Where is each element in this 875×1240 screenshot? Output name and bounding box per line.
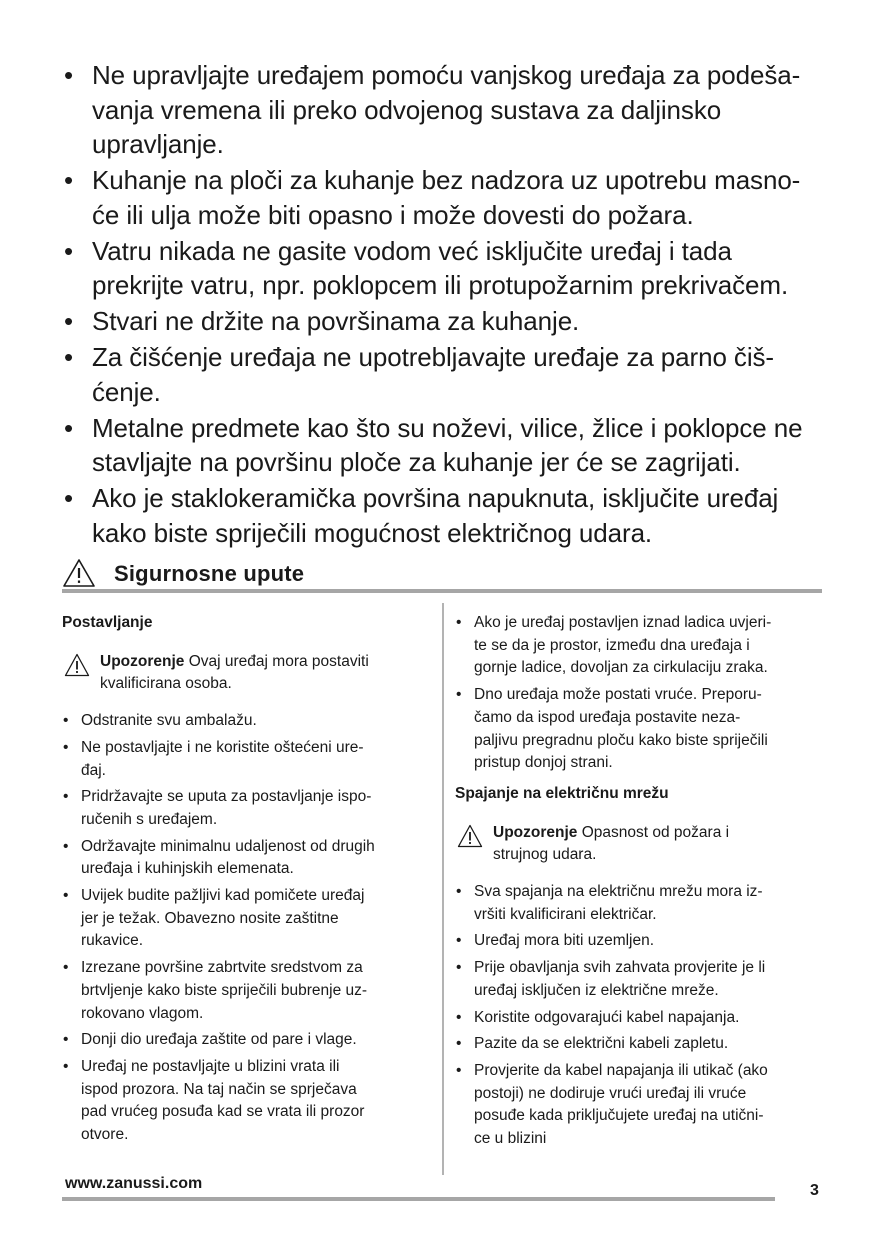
- list-item-text: Ako je uređaj postavljen iznad ladica uvjeri- te se da je prostor, između dna uređaja i gornje ladice, dovoljan za cirkulaciju zraka.: [474, 614, 772, 677]
- list-item-text: Za čišćenje uređaja ne upotrebljavajte uređaje za parno čiš- ćenje.: [92, 342, 774, 407]
- list-item-text: Ako je staklokeramička površina napuknuta, isključite uređaj kako biste spriječili mogućnost električnog udara.: [92, 483, 779, 548]
- installation-warning: [62, 651, 426, 696]
- list-item-text: Održavajte minimalnu udaljenost od drugih uređaja i kuhinjskih elemenata.: [81, 837, 375, 878]
- warning-triangle-icon: [62, 558, 96, 588]
- list-item-text: Vatru nikada ne gasite vodom već isključite uređaj i tada prekrijte vatru, npr. poklopcem ili protupožarnim prekrivačem.: [92, 235, 789, 300]
- footer-url[interactable]: www.zanussi.com: [65, 1175, 203, 1192]
- list-item: [62, 710, 426, 733]
- list-item-text: Ne postavljajte i ne koristite oštećeni ure- đaj.: [81, 738, 364, 779]
- list-item: [62, 1029, 426, 1052]
- list-item: [62, 786, 426, 831]
- list-item: [455, 1033, 827, 1056]
- list-item: [455, 930, 827, 953]
- list-item-text: Stvari ne držite na površinama za kuhanje.: [92, 306, 580, 336]
- list-item: [62, 340, 832, 409]
- safety-bullet-list: [62, 58, 832, 552]
- list-item: [62, 304, 832, 339]
- warning-label: Upozorenje: [100, 652, 185, 670]
- list-item: [455, 1060, 827, 1151]
- list-item: [62, 234, 832, 303]
- left-column: [62, 612, 426, 1151]
- list-item: [62, 836, 426, 881]
- list-item-text: Dno uređaja može postati vruće. Preporu- čamo da ispod uređaja postavite neza- paljivu pregradnu ploču kako biste spriječili pristup donjoj strani.: [474, 686, 768, 772]
- list-item: [62, 163, 832, 232]
- warning-text: Ovaj uređaj mora postaviti kvalificirana osoba.: [100, 652, 369, 693]
- list-item: [455, 612, 827, 680]
- list-item: [62, 481, 832, 550]
- section-divider: [62, 589, 822, 593]
- list-item: [62, 957, 426, 1025]
- list-item-text: Ne upravljajte uređajem pomoću vanjskog uređaja za podeša- vanja vremena ili preko odvojenog sustava za daljinsko upravljanje.: [92, 60, 801, 159]
- list-item-text: Izrezane površine zabrtvite sredstvom za brtvljenje kako biste spriječili bubrenje uz- rokovano vlagom.: [81, 959, 368, 1022]
- list-item-text: Sva spajanja na električnu mrežu mora iz- vršiti kvalificirani električar.: [474, 883, 763, 923]
- list-item: [455, 881, 827, 926]
- list-item-text: Uređaj mora biti uzemljen.: [474, 932, 655, 950]
- section-header: [62, 556, 822, 592]
- list-item: [62, 737, 426, 782]
- list-item-text: Prije obavljanja svih zahvata provjerite je li uređaj isključen iz električne mreže.: [474, 959, 766, 999]
- list-item-text: Uvijek budite pažljivi kad pomičete uređaj jer je težak. Obavezno nosite zaštitne rukavice.: [81, 887, 365, 950]
- warning-label: Upozorenje: [493, 823, 578, 841]
- list-item: [455, 1007, 827, 1030]
- column-divider: [442, 603, 444, 1175]
- footer-rule: [62, 1197, 775, 1201]
- warning-icon: [457, 824, 483, 848]
- list-item: [455, 957, 827, 1002]
- list-item: [62, 1056, 426, 1147]
- list-item-text: Pazite da se električni kabeli zapletu.: [474, 1035, 729, 1053]
- installation-list: [62, 710, 426, 1147]
- electrical-heading: Spajanje na električnu mrežu: [455, 784, 669, 802]
- list-item-text: Kuhanje na ploči za kuhanje bez nadzora uz upotrebu masno- će ili ulja može biti opasno i može dovesti do požara.: [92, 165, 801, 230]
- list-item-text: Provjerite da kabel napajanja ili utikač (ako postoji) ne dodiruje vrući uređaj ili vruće posuđe kada priključujete uređaj na utični- ce u blizini: [474, 1061, 768, 1148]
- page-number: 3: [810, 1182, 819, 1199]
- list-item: [62, 411, 832, 480]
- section-title: Sigurnosne upute: [114, 561, 305, 586]
- warning-text: Opasnost od požara i strujnog udara.: [493, 823, 730, 864]
- electrical-warning: [455, 822, 827, 867]
- list-item-text: Odstranite svu ambalažu.: [81, 712, 257, 730]
- list-item: [62, 885, 426, 953]
- list-item-text: Metalne predmete kao što su noževi, vilice, žlice i poklopce ne stavljajte na površinu ploče za kuhanje jer će se zagrijati.: [92, 412, 803, 477]
- electrical-list: [455, 881, 827, 1151]
- list-item: [62, 58, 832, 162]
- installation-list-continued: [455, 612, 827, 775]
- right-column: [455, 612, 827, 1155]
- list-item: [455, 684, 827, 775]
- list-item-text: Pridržavajte se uputa za postavljanje ispo- ručenih s uređajem.: [81, 788, 372, 828]
- list-item-text: Koristite odgovarajući kabel napajanja.: [474, 1008, 740, 1026]
- list-item-text: Donji dio uređaja zaštite od pare i vlage.: [81, 1031, 357, 1049]
- warning-icon: [64, 653, 90, 677]
- installation-heading: Postavljanje: [62, 614, 153, 631]
- list-item-text: Uređaj ne postavljajte u blizini vrata ili ispod prozora. Na taj način se sprječava pad vrućeg posuđa kad se vrata ili prozor otvore.: [81, 1057, 365, 1144]
